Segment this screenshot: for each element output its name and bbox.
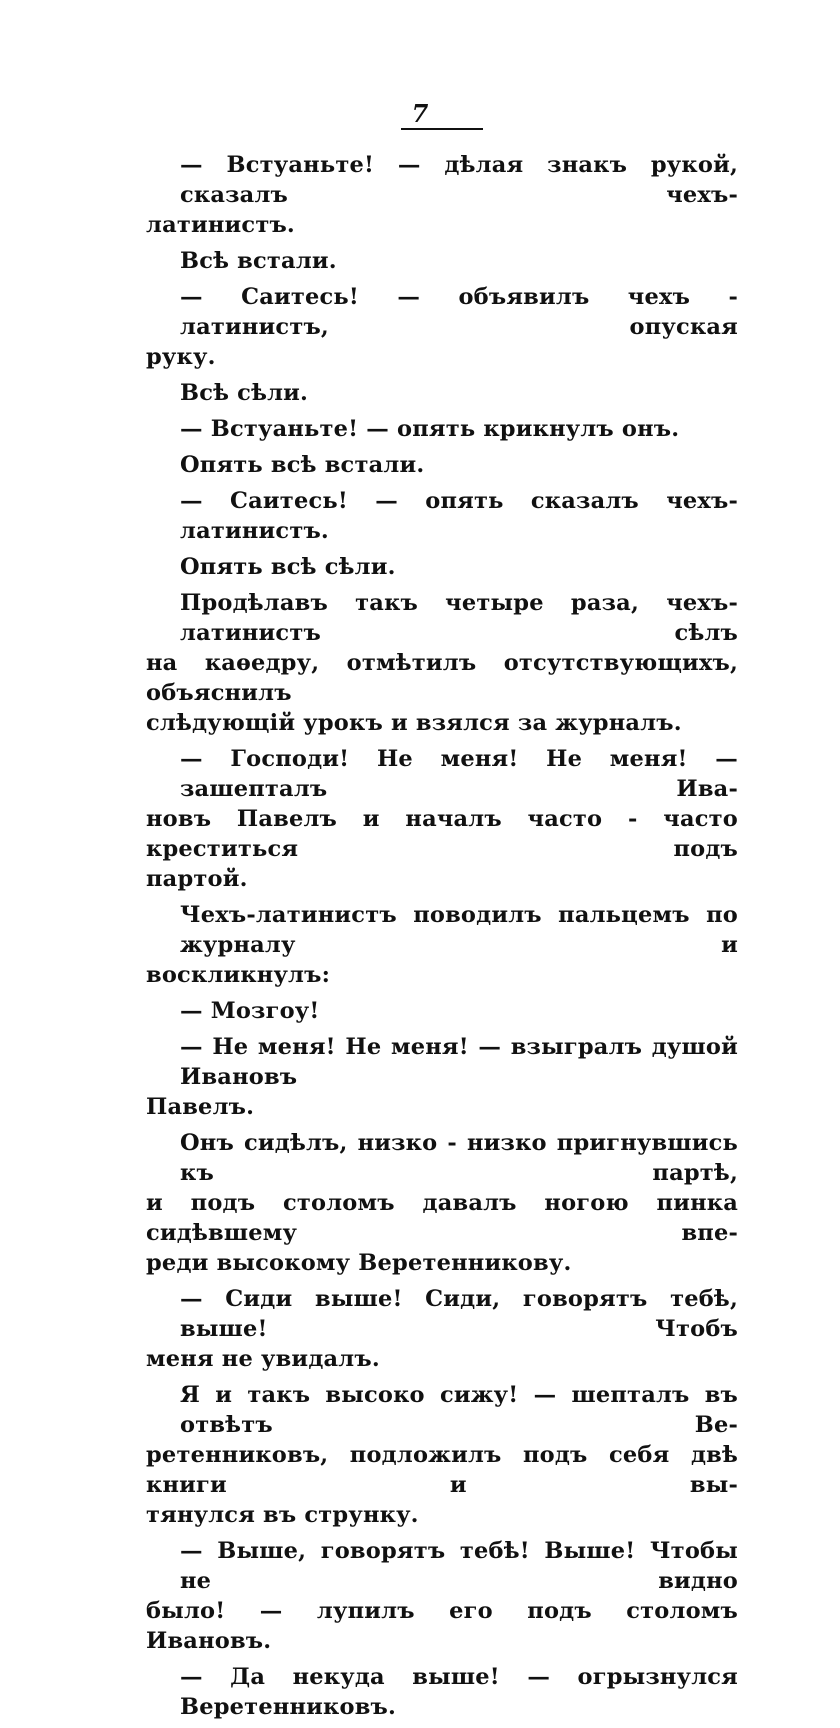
text-line: тянулся въ струнку. (146, 1502, 419, 1528)
paragraph (146, 1536, 738, 1656)
text-line: Всѣ встали. (180, 248, 337, 274)
paragraph (146, 150, 738, 240)
text-line: Опять всѣ встали. (180, 452, 425, 478)
text-line: — Встуаньте! — дѣлая знакъ рукой, сказалъ чехъ- (180, 152, 738, 208)
text-line: меня не увидалъ. (146, 1346, 380, 1372)
text-line: слѣдующій урокъ и взялся за журналъ. (146, 710, 682, 736)
text-line: латинистъ. (146, 212, 295, 238)
text-line: новъ Павелъ и началъ часто - часто креститься подъ (146, 806, 738, 862)
text-line: Павелъ. (146, 1094, 255, 1120)
body-text (146, 150, 738, 1728)
paragraph (146, 486, 738, 546)
paragraph (146, 378, 738, 408)
text-line: Я и такъ высоко сижу! — шепталъ въ отвѣтъ Ве- (180, 1382, 738, 1438)
paragraph (146, 588, 738, 738)
text-line: — Господи! Не меня! Не меня! — зашепталъ Ива- (180, 746, 738, 802)
text-line: — Не меня! Не меня! — взыгралъ душой Ивановъ (180, 1034, 738, 1090)
text-line: партой. (146, 866, 248, 892)
paragraph (146, 450, 738, 480)
paragraph (146, 246, 738, 276)
text-line: Продѣлавъ такъ четыре раза, чехъ-латинистъ сѣлъ (180, 590, 738, 646)
text-line: — Сиди выше! Сиди, говорятъ тебѣ, выше! Чтобъ (180, 1286, 738, 1342)
text-line: Чехъ-латинистъ поводилъ пальцемъ по журналу и (180, 902, 738, 958)
text-line: Опять всѣ сѣли. (180, 554, 396, 580)
text-line: — Мозгоу! (180, 998, 320, 1024)
text-line: — Саитесь! — объявилъ чехъ - латинистъ, опуская (180, 284, 738, 340)
text-line: реди высокому Веретенникову. (146, 1250, 572, 1276)
paragraph (146, 1284, 738, 1374)
text-line: было! — лупилъ его подъ столомъ Ивановъ. (146, 1598, 738, 1654)
paragraph (146, 1662, 738, 1722)
text-line: — Выше, говорятъ тебѣ! Выше! Чтобы не видно (180, 1538, 738, 1594)
text-line: руку. (146, 344, 216, 370)
paragraph (146, 900, 738, 990)
paragraph (146, 552, 738, 582)
page-number: 7 (411, 99, 429, 128)
paragraph (146, 996, 738, 1026)
paragraph (146, 414, 738, 444)
text-line: Онъ сидѣлъ, низко - низко пригнувшись къ партѣ, (180, 1130, 738, 1186)
paragraph (146, 282, 738, 372)
paragraph (146, 1380, 738, 1530)
text-line: воскликнулъ: (146, 962, 331, 988)
paragraph (146, 1128, 738, 1278)
page-number-rule (401, 128, 483, 130)
text-line: — Встуаньте! — опять крикнулъ онъ. (180, 416, 680, 442)
text-line: на каѳедру, отмѣтилъ отсутствующихъ, объяснилъ (146, 650, 738, 706)
text-line: Всѣ сѣли. (180, 380, 309, 406)
paragraph (146, 744, 738, 894)
text-line: ретенниковъ, подложилъ подъ себя двѣ книги и вы- (146, 1442, 738, 1498)
text-line: — Да некуда выше! — огрызнулся Веретенниковъ. (180, 1664, 738, 1720)
text-line: и подъ столомъ давалъ ногою пинка сидѣвшему впе- (146, 1190, 738, 1246)
text-line: — Саитесь! — опять сказалъ чехъ-латинистъ. (180, 488, 738, 544)
paragraph (146, 1032, 738, 1122)
